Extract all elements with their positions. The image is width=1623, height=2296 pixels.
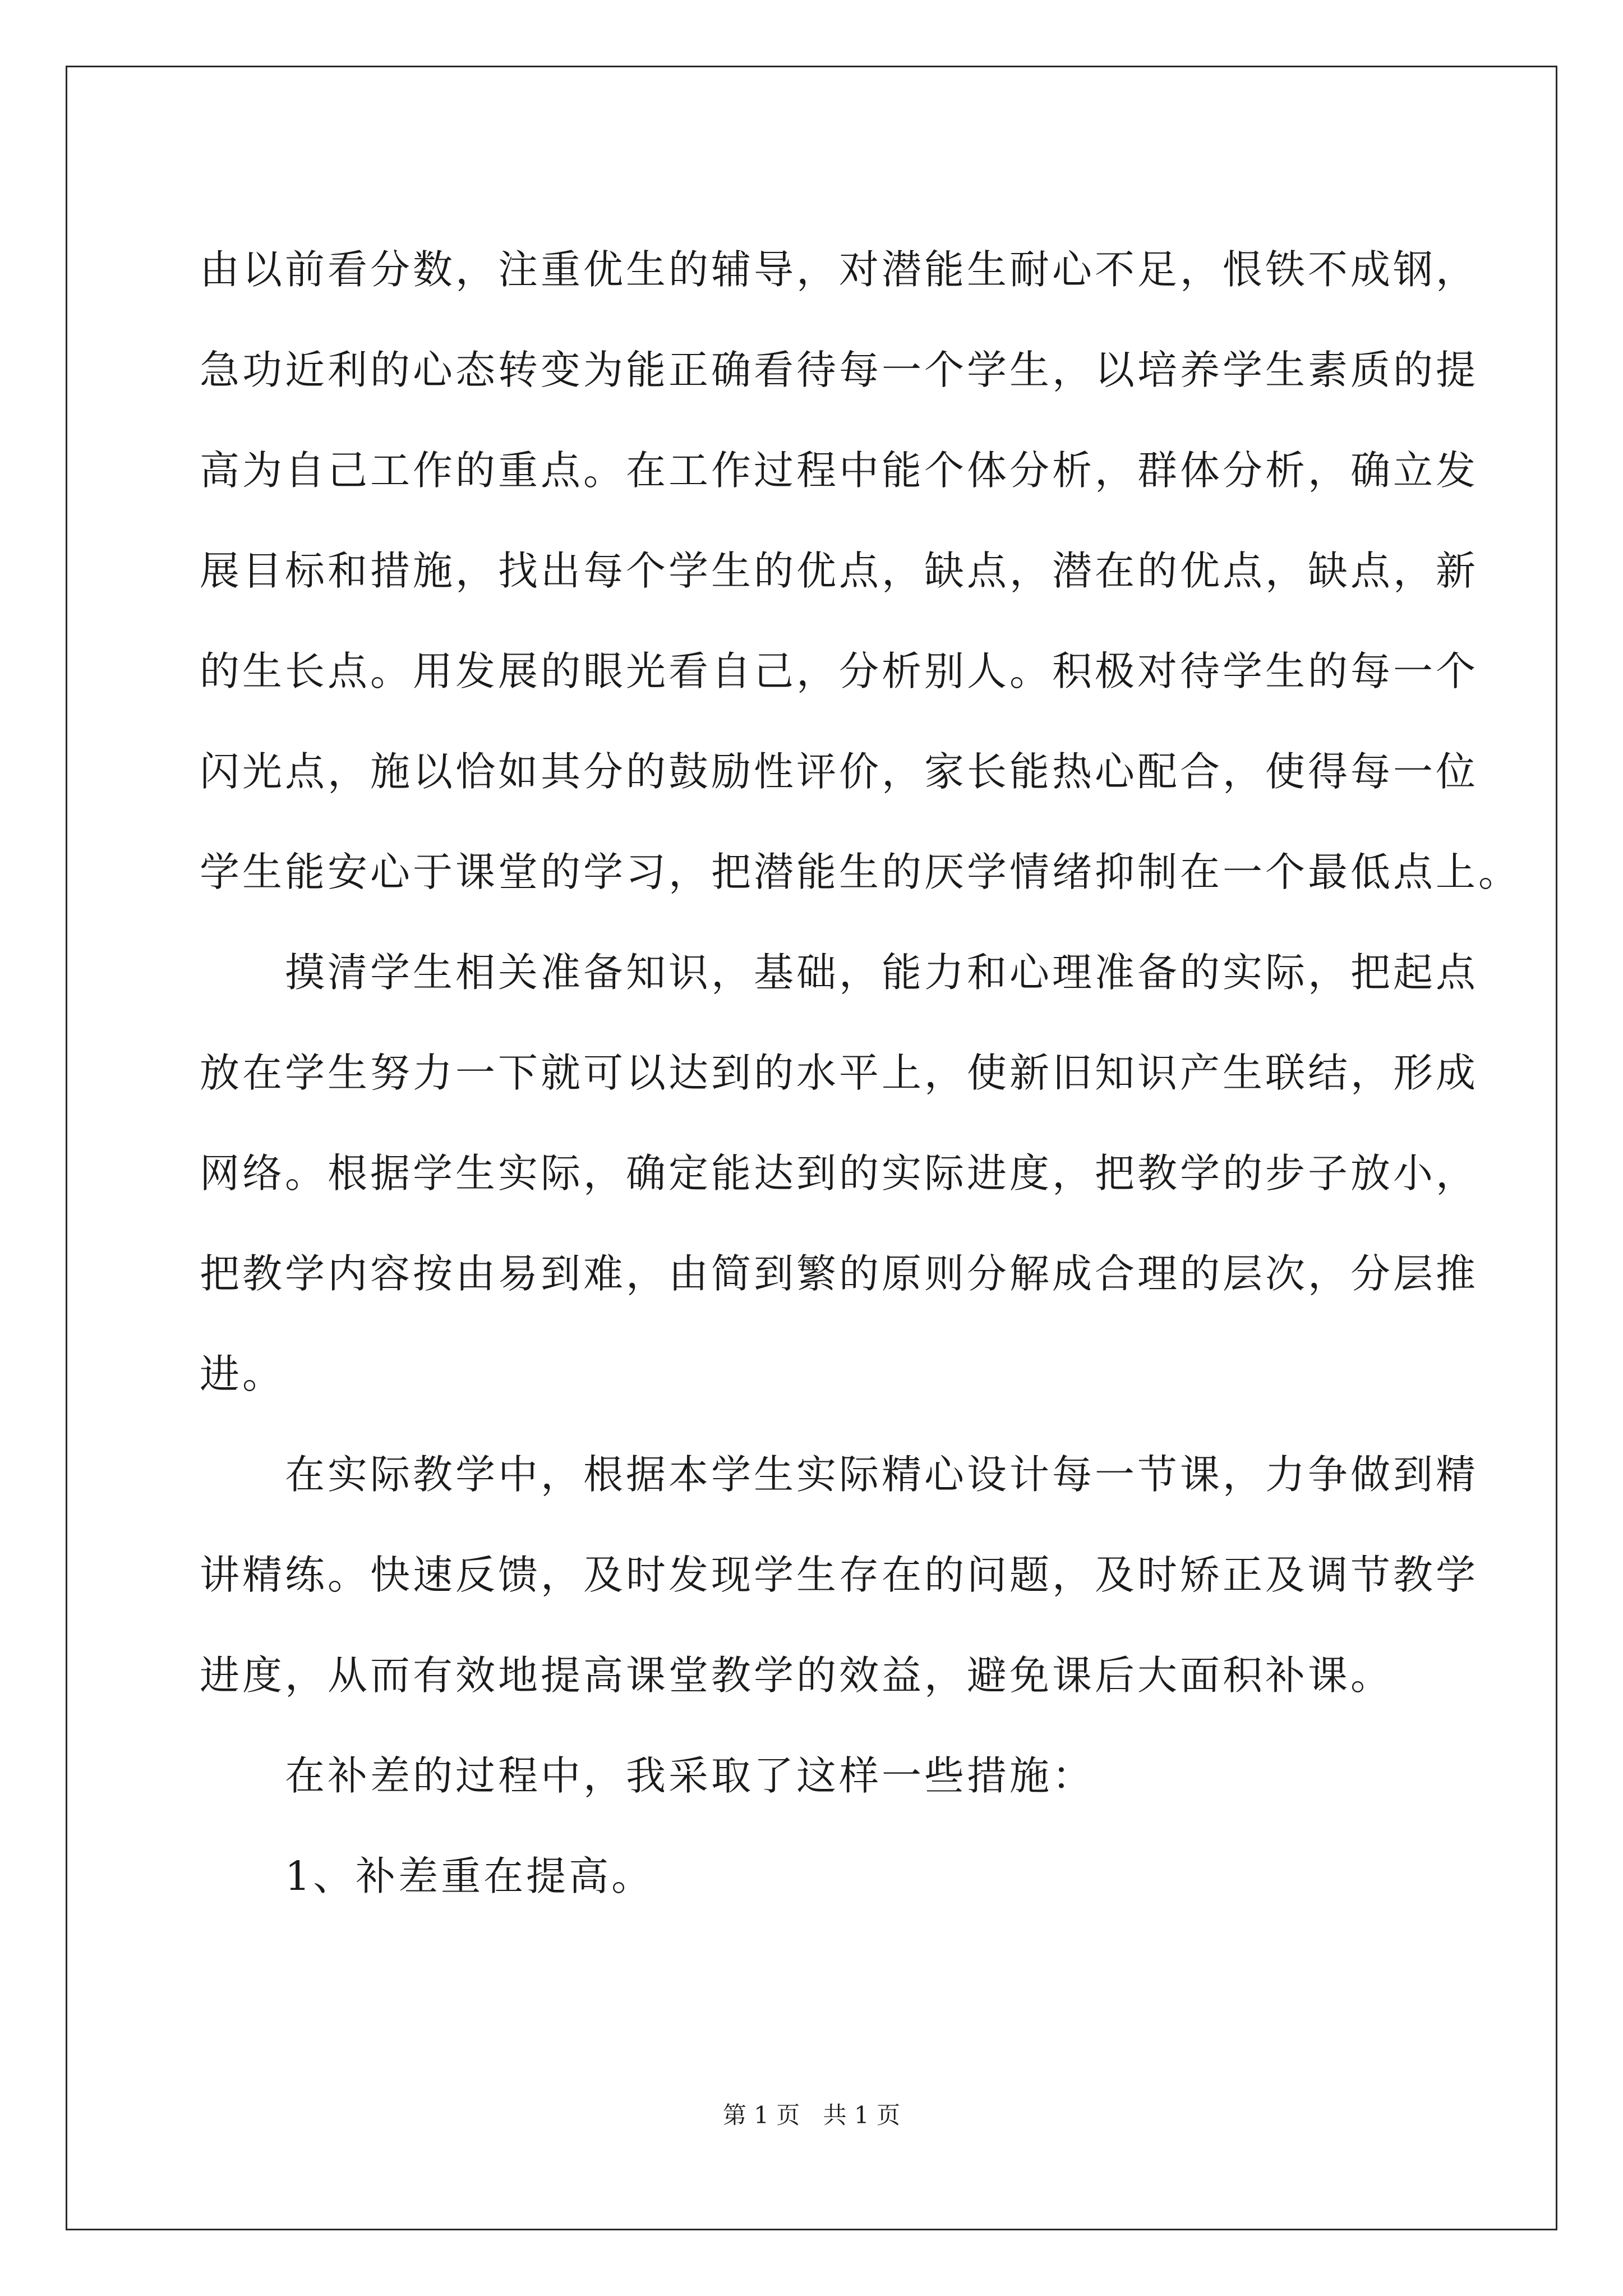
- text-line: 高为自己工作的重点。在工作过程中能个体分析，群体分析，确立发: [200, 447, 1479, 494]
- paragraph-start-line: 摸清学生相关准备知识，基础，能力和心理准备的实际，把起点: [285, 949, 1479, 996]
- page-number: 第 1 页: [722, 2101, 800, 2129]
- text-line: 急功近利的心态转变为能正确看待每一个学生，以培养学生素质的提: [200, 347, 1479, 393]
- text-line: 放在学生努力一下就可以达到的水平上，使新旧知识产生联结，形成: [200, 1050, 1479, 1096]
- text-line: 闪光点，施以恰如其分的鼓励性评价，家长能热心配合，使得每一位: [200, 748, 1479, 795]
- text-line: 把教学内容按由易到难，由简到繁的原则分解成合理的层次，分层推: [200, 1250, 1479, 1297]
- text-line: 进度，从而有效地提高课堂教学的效益，避免课后大面积补课。: [200, 1652, 1394, 1699]
- text-line: 进。: [200, 1351, 285, 1397]
- text-line: 的生长点。用发展的眼光看自己，分析别人。积极对待学生的每一个: [200, 648, 1479, 694]
- text-line: 展目标和措施，找出每个学生的优点，缺点，潜在的优点，缺点，新: [200, 547, 1479, 594]
- text-line: 学生能安心于课堂的学习，把潜能生的厌学情绪抑制在一个最低点上。: [200, 849, 1521, 895]
- list-item-heading: 1、补差重在提高。: [285, 1853, 654, 1899]
- text-line: 由以前看分数，注重优生的辅导，对潜能生耐心不足，恨铁不成钢，: [200, 246, 1479, 293]
- document-body: [200, 219, 1521, 1926]
- page-footer: [0, 2097, 1623, 2131]
- paragraph-start-line: 在补差的过程中，我采取了这样一些措施：: [285, 1752, 1095, 1799]
- page-total: 共 1 页: [823, 2101, 901, 2129]
- paragraph-start-line: 在实际教学中，根据本学生实际精心设计每一节课，力争做到精: [285, 1451, 1479, 1498]
- text-line: 网络。根据学生实际，确定能达到的实际进度，把教学的步子放小，: [200, 1150, 1479, 1197]
- text-line: 讲精练。快速反馈，及时发现学生存在的问题，及时矫正及调节教学: [200, 1552, 1479, 1598]
